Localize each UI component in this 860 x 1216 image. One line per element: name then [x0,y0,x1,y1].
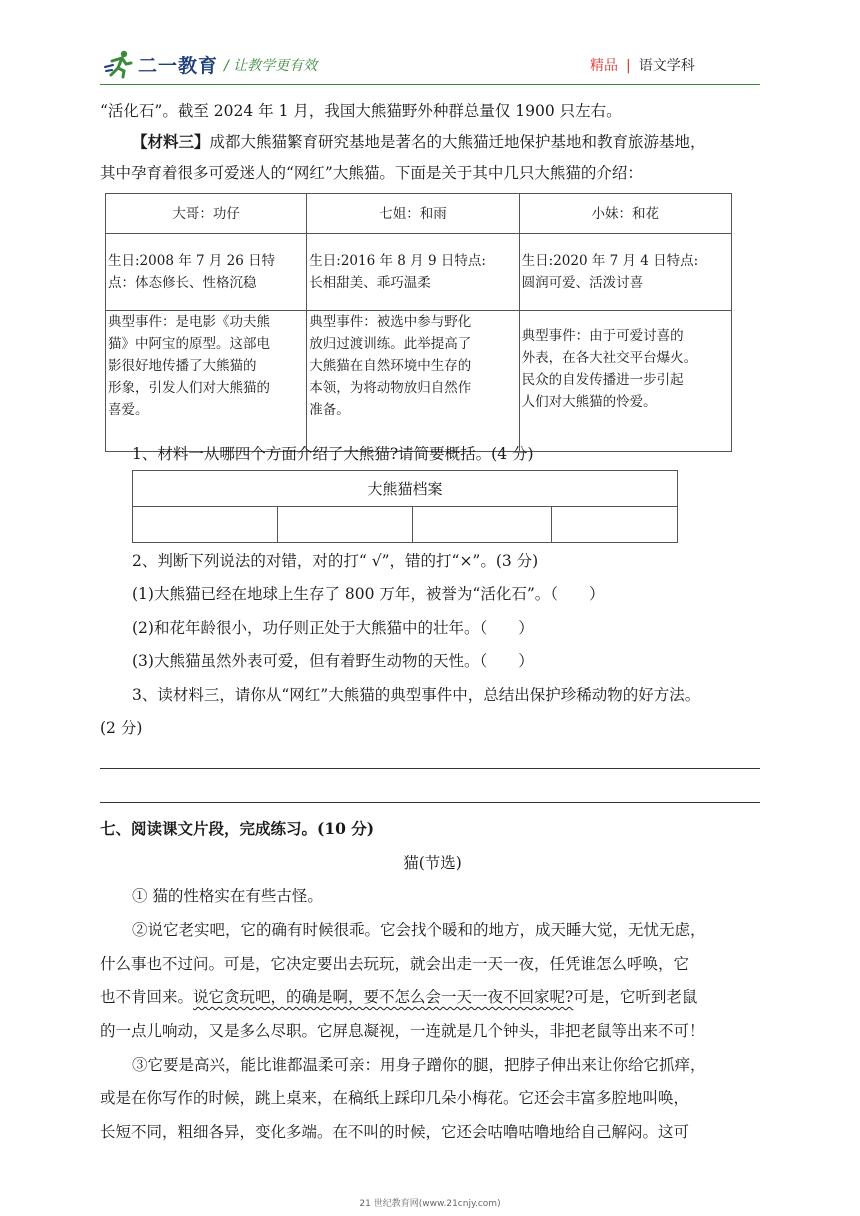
passage-text: 可是，它听到老鼠 [573,988,698,1006]
question-2-item-1: (1)大熊猫已经在地球上生存了 800 万年，被誉为“活化石”。（ ） [132,585,605,603]
passage-para-3-line: 长短不同，粗细各异，变化多端。在不叫的时候，它还会咕噜咕噜地给自己解闷。这可 [100,1123,690,1141]
table-cell [519,234,731,311]
answer-cell[interactable] [552,507,678,543]
cell-line: 生日:2008 年 7 月 26 日特 [108,253,276,269]
material-three-label: 【材料三】 [132,132,210,151]
table-header: 大哥：功仔 [106,194,307,234]
table-cell [307,234,519,311]
answer-cell[interactable] [133,507,278,543]
cell-line: 猫》中阿宝的原型。这部电 [108,336,270,352]
passage-para-1: ① 猫的性格实在有些古怪。 [132,887,323,905]
passage-para-2-line: 什么事也不过问。可是，它决定要出去玩玩，就会出走一天一夜，任凭谁怎么呼唤，它 [100,955,690,973]
passage-para-3-line: 或是在你写作的时候，跳上桌来，在稿纸上踩印几朵小梅花。它还会丰富多腔地叫唤， [100,1089,690,1107]
answer-line[interactable] [100,768,760,769]
cell-line: 长相甜美、乖巧温柔 [309,275,431,291]
material-three-intro [100,131,765,153]
answer-line[interactable] [100,802,760,803]
passage-para-2-line: ②说它老实吧，它的确有时候很乖。它会找个暖和的地方，成天睡大觉，无忧无虑， [132,921,706,939]
file-table-header: 大熊猫档案 [133,471,678,507]
table-cell [106,234,307,311]
header-divider [100,84,760,85]
cell-line: 生日:2016 年 8 月 9 日特点: [309,253,486,269]
table-row [106,234,732,311]
running-man-icon [104,49,134,79]
cell-line: 影很好地传播了大熊猫的 [108,358,257,374]
header-separator: | [626,58,631,74]
cell-line: 放归过渡训练。此举提高了 [309,336,472,352]
table-header: 小妹：和花 [519,194,731,234]
question-1: 1、材料一从哪四个方面介绍了大熊猫?请简要概括。(4 分) [132,445,534,463]
table-header: 七姐：和雨 [307,194,519,234]
question-3: 3、读材料三，请你从“网红”大熊猫的典型事件中，总结出保护珍稀动物的好方法。 [132,686,701,704]
panda-table [105,193,732,452]
cell-line: 喜爱。 [108,402,149,418]
table-row [133,507,678,543]
panda-file-table [132,470,678,543]
table-row [133,471,678,507]
cell-line: 本领，为将动物放归自然作 [309,380,472,396]
passage-para-2-line: 的一点儿响动，又是多么尽职。它屏息凝视，一连就是几个钟头，非把老鼠等出来不可！ [100,1022,705,1040]
cell-line: 人们对大熊猫的怜爱。 [521,394,657,410]
section-7-title: 七、阅读课文片段，完成练习。(10 分) [100,819,375,838]
cell-line: 形象，引发人们对大熊猫的 [108,380,270,396]
table-cell [519,311,731,452]
cell-line: 准备。 [309,402,350,418]
material-three-text: 成都大熊猫繁育研究基地是著名的大熊猫迁地保护基地和教育旅游基地， [209,133,706,151]
cell-line: 点：体态修长、性格沉稳 [108,275,257,291]
subject-label: 语文学科 [638,58,695,74]
material-line: “活化石”。截至 2024 年 1 月，我国大熊猫野外种群总量仅 1900 只左右。 [100,102,622,120]
page-footer: 21 世纪教育网(www.21cnjy.com) [359,1199,501,1209]
header-slogan: / 让教学更有效 [224,58,318,74]
answer-cell[interactable] [278,507,413,543]
header-subject [590,55,695,75]
passage-text: 也不肯回来。 [100,988,194,1006]
table-cell [307,311,519,452]
brand-logo [104,48,218,80]
cell-line: 民众的自发传播进一步引起 [521,372,684,388]
cell-line: 典型事件：由于可爱讨喜的 [521,328,684,344]
table-cell [106,311,307,452]
cell-line: 大熊猫在自然环境中生存的 [309,358,472,374]
answer-cell[interactable] [413,507,552,543]
question-2-item-2: (2)和花年龄很小，功仔则正处于大熊猫中的壮年。（ ） [132,619,534,637]
wavy-underlined-sentence: 说它贪玩吧，的确是啊，要不怎么会一天一夜不回家呢? [193,988,574,1006]
question-2-item-3: (3)大熊猫虽然外表可爱，但有着野生动物的天性。（ ） [132,652,534,670]
question-2: 2、判断下列说法的对错，对的打“ √”，错的打“×”。(3 分) [132,552,539,570]
cell-line: 典型事件：是电影《功夫熊 [108,314,270,330]
question-3-score: (2 分) [100,719,143,737]
passage-para-2-line [100,986,765,1008]
quality-tag: 精品 [590,58,618,74]
cell-line: 典型事件：被选中参与野化 [309,314,472,330]
passage-title: 猫(节选) [403,854,462,872]
material-three-text-2: 其中孕育着很多可爱迷人的“网红”大熊猫。下面是关于其中几只大熊猫的介绍： [100,164,643,182]
table-row [106,194,732,234]
passage-para-3-line: ③它要是高兴，能比谁都温柔可亲：用身子蹭你的腿，把脖子伸出来让你给它抓痒， [132,1056,706,1074]
cell-line: 生日:2020 年 7 月 4 日特点: [521,253,699,269]
cell-line: 外表，在各大社交平台爆火。 [521,350,698,366]
logo-text: 二一教育 [138,54,219,77]
table-row [106,311,732,452]
cell-line: 圆润可爱、活泼讨喜 [521,275,644,291]
